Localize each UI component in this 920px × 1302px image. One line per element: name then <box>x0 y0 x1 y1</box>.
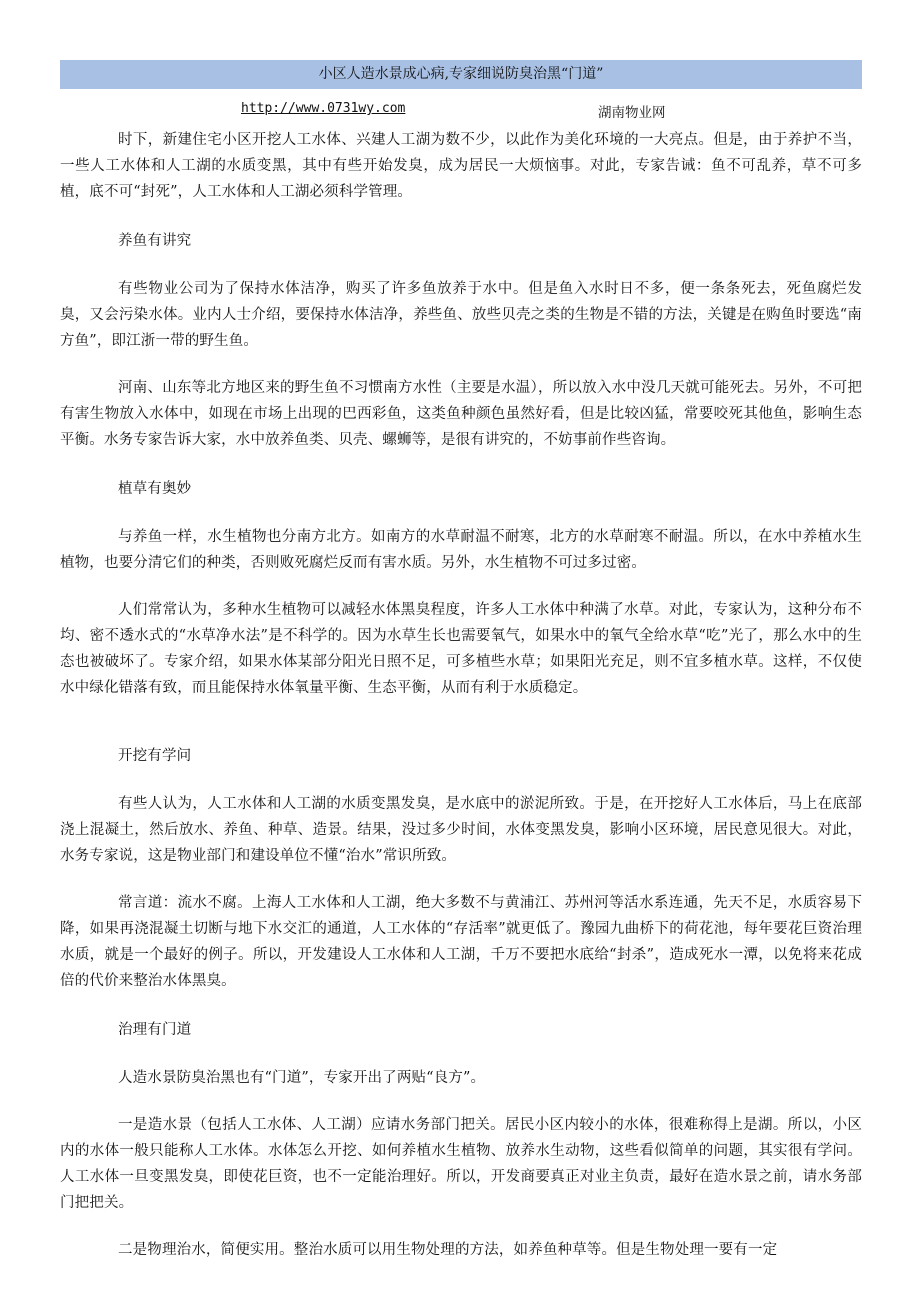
body-paragraph: 人们常常认为，多种水生植物可以减轻水体黑臭程度，许多人工水体中种满了水草。对此，专家认为，这种分布不均、密不透水式的“水草净水法”是不科学的。因为水草生长也需要氧气，如果水中的氧气全给水草“吃”光了，那么水中的生态也被破坏了。专家介绍，如果水体某部分阳光日照不足，可多植些水草；如果阳光充足，则不宜多植水草。这样，不仅使水中绿化错落有致，而且能保持水体氧量平衡、生态平衡，从而有利于水质稳定。 <box>60 602 862 696</box>
intro-paragraph: 时下，新建住宅小区开挖人工水体、兴建人工湖为数不少，以此作为美化环境的一大亮点。但是，由于养护不当，一些人工水体和人工湖的水质变黑，其中有些开始发臭，成为居民一大烦恼事。对此，专家告诫：鱼不可乱养，草不可多植，底不可“封死”，人工水体和人工湖必须科学管理。 <box>60 132 862 200</box>
body-paragraph: 与养鱼一样，水生植物也分南方北方。如南方的水草耐温不耐寒，北方的水草耐寒不耐温。所以，在水中养植水生植物，也要分清它们的种类，否则败死腐烂反而有害水质。另外，水生植物不可过多过密。 <box>60 529 862 571</box>
section-heading-excavation: 开挖有学问 <box>118 748 192 764</box>
document-title: 小区人造水景成心病,专家细说防臭治黑“门道” <box>318 66 604 82</box>
article-body <box>60 127 862 1263</box>
source-url-link[interactable]: http://www.0731wy.com <box>241 101 406 116</box>
body-paragraph: 有些人认为，人工水体和人工湖的水质变黑发臭，是水底中的淤泥所致。于是，在开挖好人工水体后，马上在底部浇上混凝土，然后放水、养鱼、种草、造景。结果，没过多少时间，水体变黑发臭，影响小区环境，居民意见很大。对此，水务专家说，这是物业部门和建设单位不懂“治水”常识所致。 <box>60 796 862 864</box>
body-paragraph: 有些物业公司为了保持水体洁净，购买了许多鱼放养于水中。但是鱼入水时日不多，便一条条死去，死鱼腐烂发臭，又会污染水体。业内人士介绍，要保持水体洁净，养些鱼、放些贝壳之类的生物是不错的方法，关键是在购鱼时要选“南方鱼”，即江浙一带的野生鱼。 <box>60 281 862 349</box>
section-heading-fish: 养鱼有讲究 <box>118 233 192 249</box>
body-paragraph: 二是物理治水，简便实用。整治水质可以用生物处理的方法，如养鱼种草等。但是生物处理一要有一定 <box>118 1242 778 1258</box>
document-title-bar <box>60 60 862 89</box>
body-paragraph: 常言道：流水不腐。上海人工水体和人工湖，绝大多数不与黄浦江、苏州河等活水系连通，先天不足，水质容易下降，如果再浇混凝土切断与地下水交汇的通道，人工水体的“存活率”就更低了。豫园九曲桥下的荷花池，每年要花巨资治理水质，就是一个最好的例子。所以，开发建设人工水体和人工湖，千万不要把水底给“封杀”，造成死水一潭，以免将来花成倍的代价来整治水体黑臭。 <box>60 895 862 989</box>
source-site-name: 湖南物业网 <box>598 105 666 121</box>
section-heading-plants: 植草有奥妙 <box>118 481 192 497</box>
body-paragraph: 一是造水景（包括人工水体、人工湖）应请水务部门把关。居民小区内较小的水体，很难称得上是湖。所以，小区内的水体一般只能称人工水体。水体怎么开挖、如何养植水生植物、放养水生动物，这些看似简单的问题，其实很有学问。人工水体一旦变黑发臭，即使花巨资，也不一定能治理好。所以，开发商要真正对业主负责，最好在造水景之前，请水务部门把把关。 <box>60 1117 862 1211</box>
body-paragraph: 人造水景防臭治黑也有“门道”，专家开出了两贴“良方”。 <box>118 1070 486 1086</box>
document-page <box>60 60 862 1263</box>
body-paragraph: 河南、山东等北方地区来的野生鱼不习惯南方水性（主要是水温），所以放入水中没几天就可能死去。另外，不可把有害生物放入水体中，如现在市场上出现的巴西彩鱼，这类鱼种颜色虽然好看，但是比较凶猛，常要咬死其他鱼，影响生态平衡。水务专家告诉大家，水中放养鱼类、贝壳、螺蛳等，是很有讲究的，不妨事前作些咨询。 <box>60 380 862 448</box>
section-heading-treatment: 治理有门道 <box>118 1022 192 1038</box>
source-line <box>60 101 862 123</box>
